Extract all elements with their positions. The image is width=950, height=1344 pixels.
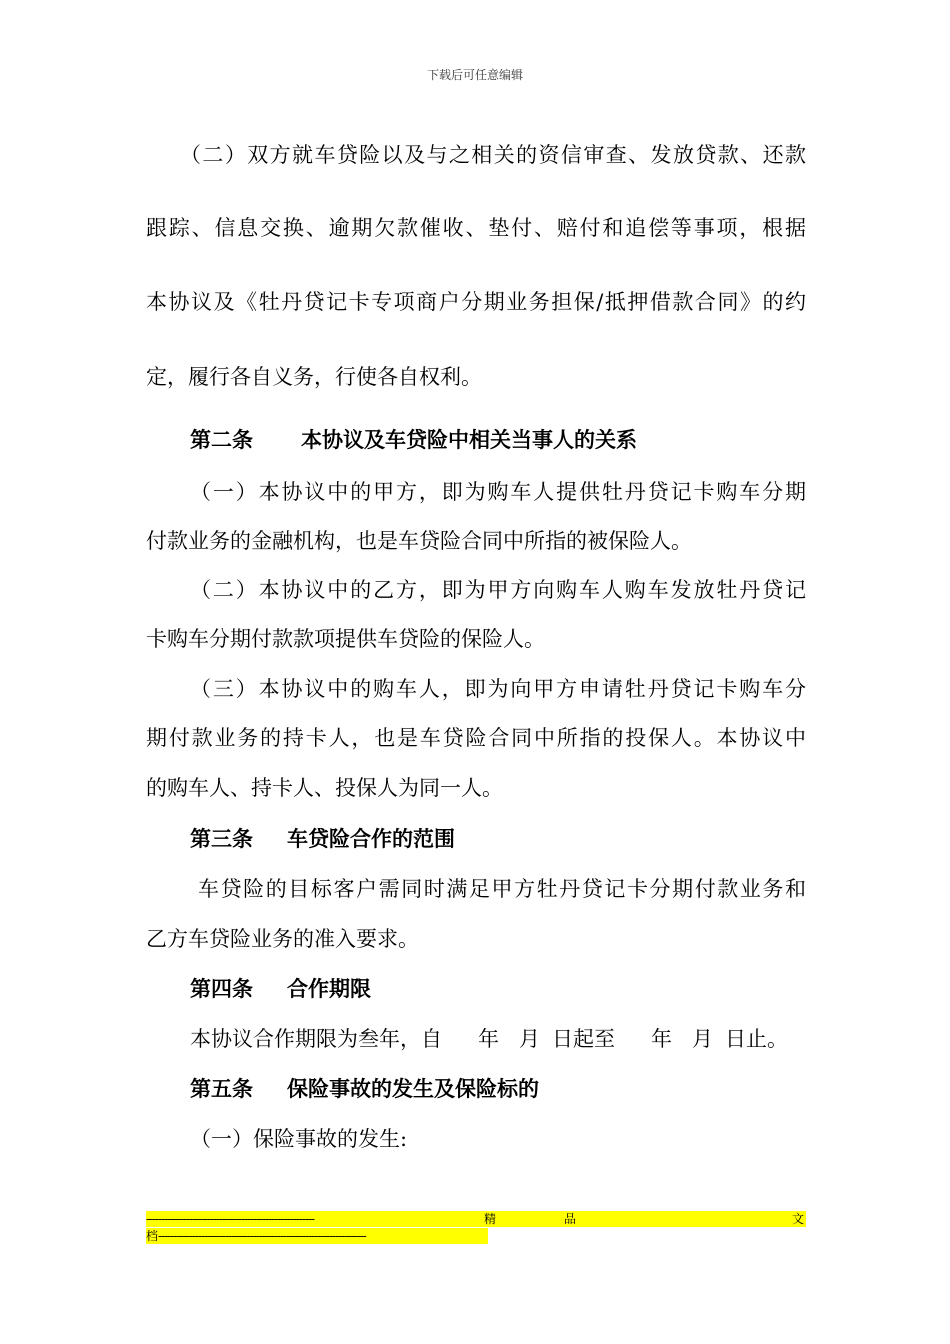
article3-heading-title: 车贷险合作的范围: [287, 826, 455, 851]
term-month-1: 月: [519, 1027, 540, 1051]
article2-heading-title: 本协议及车贷险中相关当事人的关系: [301, 427, 637, 452]
page-header: 下载后可任意编辑: [426, 68, 523, 82]
article2-line-5: （三）本协议中的购车人，即为向甲方申请牡丹贷记卡购车分: [190, 677, 806, 701]
article2-line-6: 期付款业务的持卡人，也是车贷险合同中所指的投保人。本协议中: [146, 726, 806, 750]
footer-char-dang: 档: [146, 1229, 159, 1243]
intro-line-1: （二）双方就车贷险以及与之相关的资信审查、发放贷款、还款: [180, 143, 806, 167]
article3-heading: [190, 825, 850, 853]
article5-heading: [190, 1075, 850, 1103]
article2-heading-num: 第二条: [190, 427, 253, 452]
article3-line-1: 车贷险的目标客户需同时满足甲方牡丹贷记卡分期付款业务和: [198, 877, 806, 901]
footer-char-wen: 文: [792, 1212, 805, 1226]
article5-heading-num: 第五条: [190, 1076, 253, 1101]
term-day-2: 日止。: [725, 1027, 788, 1051]
article2-line-7: 的购车人、持卡人、投保人为同一人。: [146, 776, 503, 800]
footer-dashes-2: --------------------------------------------------------------------: [158, 1229, 366, 1243]
article3-heading-num: 第三条: [190, 826, 253, 851]
footer-dashes-1: -------------------------------------------------------: [146, 1212, 315, 1226]
article4-heading-num: 第四条: [190, 976, 253, 1001]
article2-line-2: 付款业务的金融机构，也是车贷险合同中所指的被保险人。: [146, 529, 692, 553]
term-text-start: 本协议合作期限为叁年，自: [190, 1027, 442, 1051]
term-year-2: 年: [651, 1027, 672, 1051]
footer-banner-row-2: [146, 1228, 488, 1244]
article5-line-1: （一）保险事故的发生:: [190, 1127, 408, 1151]
article4-heading: [190, 975, 850, 1003]
footer-char-pin: 品: [564, 1212, 577, 1226]
article2-line-4: 卡购车分期付款款项提供车贷险的保险人。: [146, 627, 545, 651]
article3-line-2: 乙方车贷险业务的准入要求。: [146, 927, 419, 951]
term-month-2: 月: [692, 1027, 713, 1051]
article4-heading-title: 合作期限: [287, 976, 371, 1001]
article5-heading-title: 保险事故的发生及保险标的: [287, 1076, 539, 1101]
intro-line-2: 跟踪、信息交换、逾期欠款催收、垫付、赔付和追偿等事项，根据: [146, 216, 806, 240]
term-year-1: 年: [478, 1027, 499, 1051]
article2-heading: [190, 426, 850, 454]
term-day-1: 日起至: [552, 1027, 615, 1051]
article2-line-1: （一）本协议中的甲方，即为购车人提供牡丹贷记卡购车分期: [190, 480, 806, 504]
article4-term-line: [190, 1025, 850, 1053]
footer-banner-row-1: [146, 1211, 806, 1227]
footer-char-jing: 精: [484, 1212, 497, 1226]
intro-line-3: 本协议及《牡丹贷记卡专项商户分期业务担保/抵押借款合同》的约: [146, 290, 806, 314]
intro-line-4: 定，履行各自义务，行使各自权利。: [146, 365, 482, 389]
article2-line-3: （二）本协议中的乙方，即为甲方向购车人购车发放牡丹贷记: [190, 578, 806, 602]
